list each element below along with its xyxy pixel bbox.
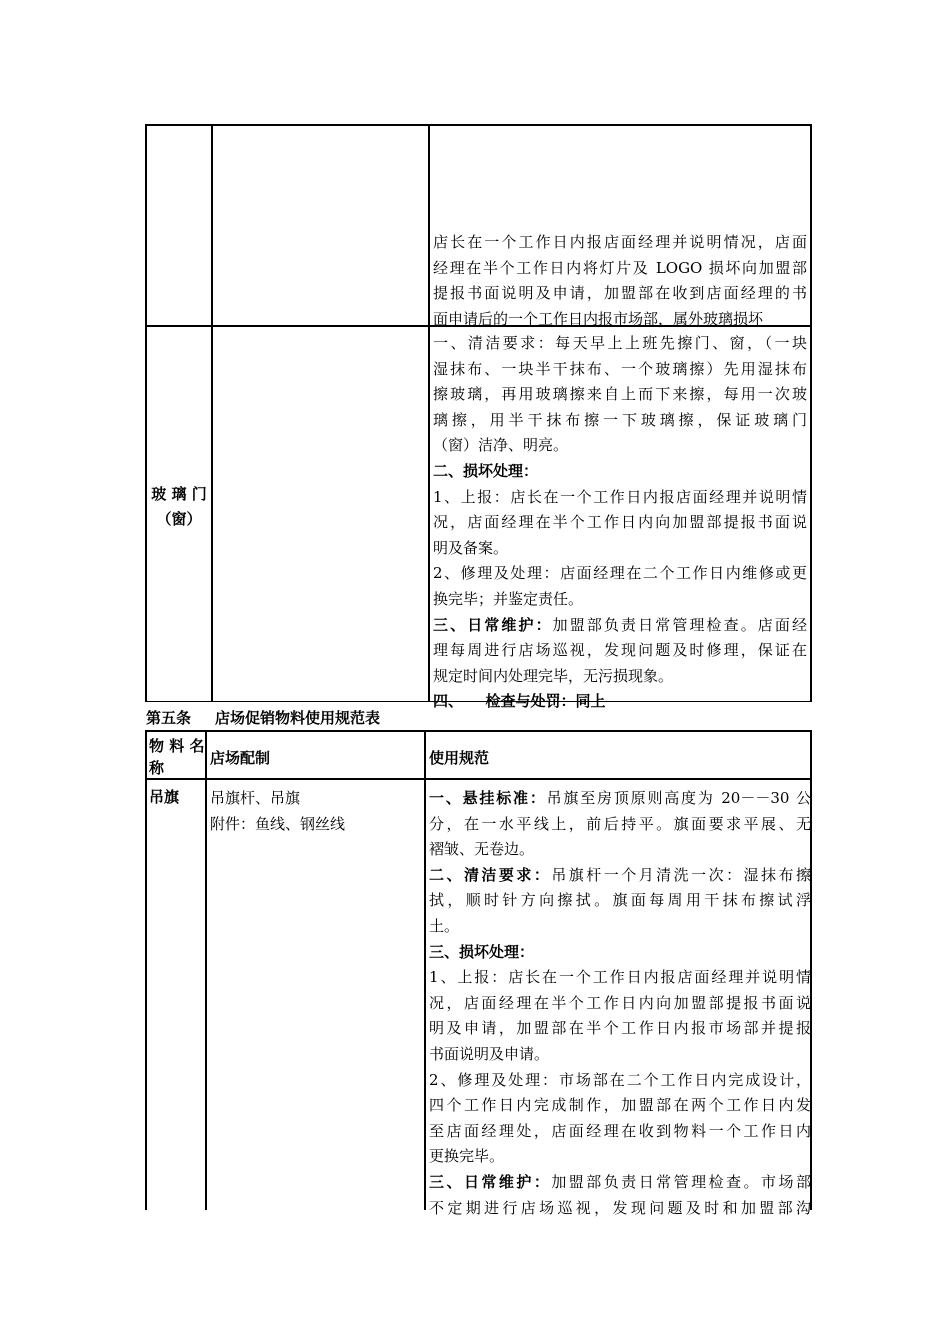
- usage-line: 经理在半个工作日内将灯片及 LOGO 损坏向加盟部: [433, 258, 807, 277]
- usage-line: [433, 613, 807, 639]
- column-divider: [211, 126, 213, 701]
- usage-line-text: 加盟部负责日常管理检查。店面经: [552, 615, 807, 634]
- usage-line: [433, 357, 807, 383]
- usage-line-text: 土。: [429, 916, 460, 935]
- section-heading: [146, 707, 380, 729]
- column-divider: [424, 732, 426, 1210]
- usage-line-text: 2、修理及处理：市场部在二个工作日内完成设计，: [429, 1070, 811, 1089]
- usage-line-bold-lead: 二、损坏处理：: [433, 461, 539, 480]
- usage-line: [433, 664, 807, 690]
- usage-cell-hanging-flag: [429, 786, 811, 1221]
- usage-line: [429, 1042, 811, 1068]
- config-line: 附件：鱼线、钢丝线: [210, 814, 346, 833]
- usage-line: [433, 689, 807, 715]
- usage-line: [433, 638, 807, 664]
- usage-line-text: 规定时间内处理完毕，无污损现象。: [433, 666, 674, 685]
- section-title: 店场促销物料使用规范表: [215, 709, 381, 727]
- header-line: 称: [149, 759, 165, 777]
- usage-line-text: 湿抹布、一块半干抹布、一个玻璃擦）先用湿抹布: [433, 359, 807, 378]
- usage-line: [429, 837, 811, 863]
- usage-line-text: 理每周进行店场巡视，发现问题及时修理，保证在: [433, 641, 807, 660]
- usage-line: [433, 459, 807, 485]
- usage-line: 提报书面说明及申请，加盟部在收到店面经理的书: [433, 284, 807, 303]
- item-name-hanging-flag: 吊旗: [149, 788, 180, 806]
- usage-line-text: 至店面经理处，店面经理在收到物料一个工作日内: [429, 1121, 811, 1140]
- usage-line-text: 明及申请，加盟部在半个工作日内报市场部并提报: [429, 1019, 811, 1038]
- usage-line: [433, 433, 807, 459]
- usage-line-text: 吊旗杆一个月清洗一次：湿抹布擦: [551, 865, 811, 884]
- config-line: 吊旗杆、吊旗: [210, 789, 301, 807]
- header-usage-rules: 使用规范: [429, 749, 490, 767]
- usage-line-text: 不定期进行店场巡视，发现问题及时和加盟部沟: [429, 1198, 811, 1217]
- usage-line-text: 分，在一水平线上，前后持平。旗面要求平展、无: [429, 814, 811, 833]
- usage-line-bold-lead: 三、损坏处理：: [429, 942, 535, 961]
- usage-line-text: 书面说明及申请。: [429, 1044, 550, 1063]
- usage-line: [433, 510, 807, 536]
- usage-line-bold-lead: 三、日常维护：: [429, 1172, 552, 1191]
- usage-line: 面申请后的一个工作日内报市场部，属外玻璃损坏: [433, 309, 764, 328]
- item-name-line: （窗）: [156, 510, 202, 528]
- header-line: 物 料 名: [149, 737, 205, 755]
- config-cell-hanging-flag: [210, 786, 420, 837]
- item-name-glass-door: [147, 482, 211, 532]
- usage-line: [429, 863, 811, 889]
- item-name-line: 玻 璃 门: [151, 485, 207, 503]
- column-divider: [428, 126, 430, 701]
- usage-line: [433, 485, 807, 511]
- article-number: 第五条: [146, 709, 192, 727]
- usage-line: [429, 965, 811, 991]
- usage-line: [429, 1170, 811, 1196]
- usage-line-text: 吊旗至房顶原则高度为 20－－30 公: [546, 789, 811, 807]
- usage-line-text: 褶皱、无卷边。: [429, 840, 535, 859]
- usage-line: [433, 408, 807, 434]
- usage-line-text: 四个工作日内完成制作，加盟部在两个工作日内发: [429, 1096, 811, 1115]
- usage-line: [433, 382, 807, 408]
- usage-line: [429, 914, 811, 940]
- usage-line-text: 加盟部负责日常管理检查。市场部: [551, 1172, 811, 1191]
- usage-line-text: 更换完毕。: [429, 1147, 505, 1166]
- usage-line-text: （窗）洁净、明亮。: [433, 436, 569, 455]
- usage-line: 店长在一个工作日内报店面经理并说明情况，店面: [433, 233, 807, 251]
- usage-line-text: 明及备案。: [433, 538, 509, 557]
- usage-line-text: 2、修理及处理：店面经理在二个工作日内维修或更: [433, 564, 807, 583]
- header-store-config: 店场配制: [210, 749, 271, 767]
- usage-line-text: 换完毕；并鉴定责任。: [433, 589, 584, 608]
- usage-line: [429, 888, 811, 914]
- usage-line: [429, 991, 811, 1017]
- usage-line-bold-lead: 一、悬挂标准：: [429, 789, 547, 807]
- promo-material-table: [145, 730, 812, 1217]
- usage-line-text: 1、上报：店长在一个工作日内报店面经理并说明情: [433, 487, 807, 506]
- usage-line: [429, 1119, 811, 1145]
- usage-line-bold-lead: 四、 检查与处罚：同上: [433, 692, 606, 711]
- usage-line-text: 璃擦，用半干抹布擦一下玻璃擦，保证玻璃门: [433, 410, 807, 429]
- usage-line: [429, 1196, 811, 1222]
- usage-cell-continued: [433, 230, 807, 332]
- usage-cell-glass-door: [433, 331, 807, 715]
- usage-line: [429, 1068, 811, 1094]
- usage-line: [433, 587, 807, 613]
- usage-line: [429, 1144, 811, 1170]
- glass-door-table: [145, 124, 812, 711]
- usage-line: [429, 1093, 811, 1119]
- usage-line: [433, 536, 807, 562]
- usage-line-text: 况，店面经理在半个工作日内向加盟部提报书面说: [429, 993, 811, 1012]
- usage-line-text: 擦玻璃，再用玻璃擦来自上而下来擦，每用一次玻: [433, 385, 807, 404]
- usage-line-bold-lead: 二、清洁要求：: [429, 865, 552, 884]
- usage-line-text: 况，店面经理在半个工作日内向加盟部提报书面说: [433, 513, 807, 532]
- usage-line-text: 一、清洁要求：每天早上上班先擦门、窗，（一块: [433, 334, 807, 352]
- column-divider: [205, 732, 207, 1210]
- usage-line: [429, 786, 811, 812]
- usage-line: [429, 812, 811, 838]
- usage-line-text: 拭，顺时针方向擦拭。旗面每周用干抹布擦试浮: [429, 891, 811, 910]
- usage-line: [429, 940, 811, 966]
- row-divider: [147, 778, 810, 780]
- usage-line: [433, 331, 807, 357]
- usage-line-text: 1、上报：店长在一个工作日内报店面经理并说明情: [429, 968, 811, 987]
- usage-line: [429, 1016, 811, 1042]
- usage-line-bold-lead: 三、日常维护：: [433, 615, 553, 634]
- header-material-name: [149, 735, 205, 779]
- usage-line: [433, 561, 807, 587]
